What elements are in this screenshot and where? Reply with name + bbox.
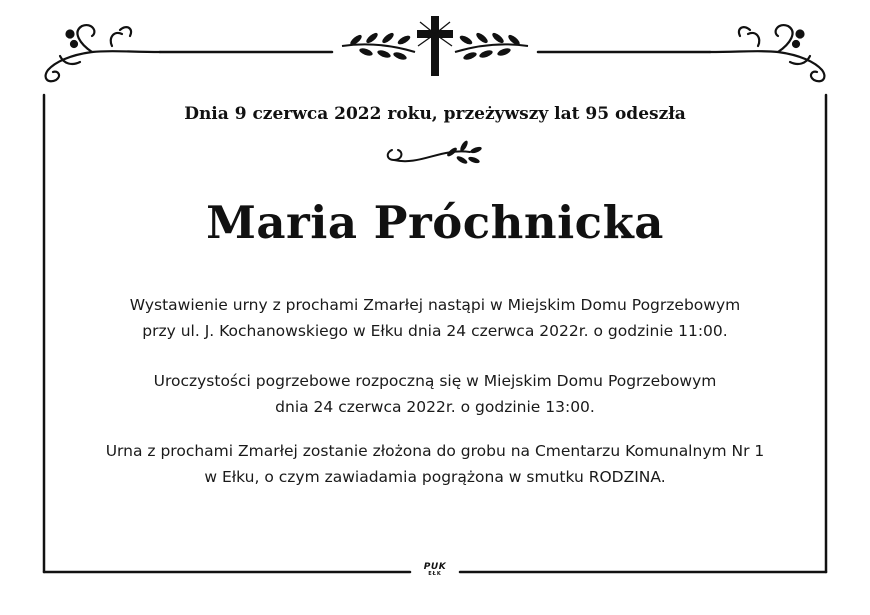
paragraph-line: Uroczystości pogrzebowe rozpoczną się w Miejskim Domu Pogrzebowym [153,372,717,390]
floral-flourish-icon [710,25,824,81]
paragraph-line: Urna z prochami Zmarłej zostanie złożona do grobu na Cmentarzu Komunalnym Nr 1 [105,442,765,460]
paragraph-line: przy ul. J. Kochanowskiego w Ełku dnia 24 czerwca 2022r. o godzinie 11:00. [142,322,728,340]
cross-with-laurel-icon [342,16,528,76]
deceased-name: Maria Próchnicka [206,196,664,249]
floral-flourish-icon [46,25,160,81]
urn-display-paragraph [40,292,830,344]
paragraph-line: w Ełku, o czym zawiadamia pogrążona w smutku RODZINA. [204,468,666,486]
paragraph-line: Wystawienie urny z prochami Zmarłej nastąpi w Miejskim Domu Pogrzebowym [129,296,741,314]
logo-text: PUK [423,562,447,572]
ceremony-paragraph [40,368,830,420]
puk-logo [418,563,452,577]
logo-subtext: EŁK [428,571,442,577]
death-notice-heading: Dnia 9 czerwca 2022 roku, przeżywszy lat 95 odeszła [184,104,686,124]
burial-paragraph [40,438,830,490]
paragraph-line: dnia 24 czerwca 2022r. o godzinie 13:00. [275,398,595,416]
leaf-branch-icon [388,140,483,166]
